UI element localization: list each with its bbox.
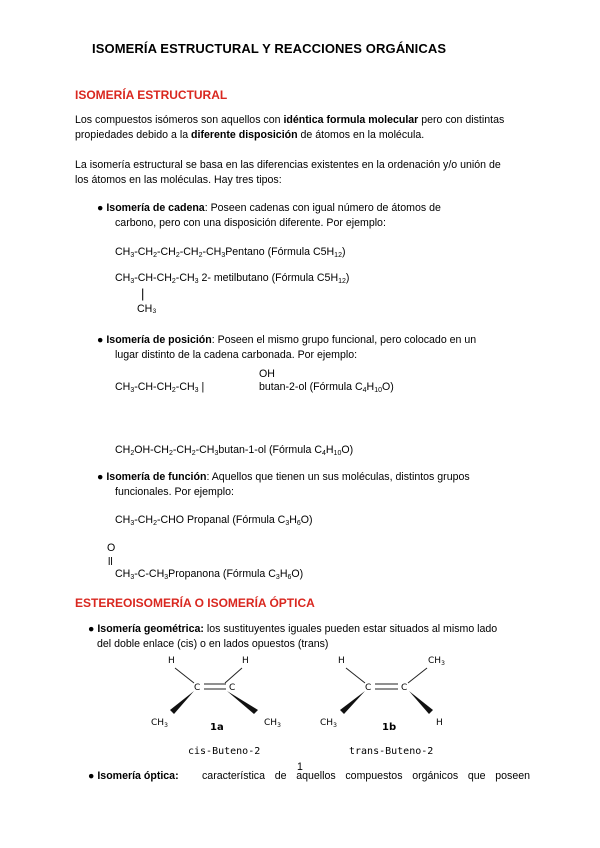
bullet-optica — [88, 769, 179, 784]
trans-butene-structure — [320, 656, 445, 757]
cis-ch3-left: $CH_3$ — [151, 718, 168, 729]
cadena-example-2: $CH_3-CH-CH_2-CH_3$ 2- metilbutano (Fórmula $C5H_{12}$) — [115, 272, 350, 285]
types-paragraph: La isomería estructural se basa en las diferencias existentes en la ordenación y/o unión de los átomos en las moléculas. Hay tres tipos: — [75, 159, 501, 186]
posicion-text-2: lugar distinto de la cadena carbonada. Por ejemplo: — [115, 349, 358, 361]
cadena-text-2: carbono, pero con una disposición diferente. Por ejemplo: — [115, 217, 386, 229]
cis-h-right: H — [242, 656, 249, 666]
trans-ch3-bottom: $CH_3$ — [320, 718, 337, 729]
cis-label: 1a — [210, 722, 224, 733]
optica-text: característica de aquellos compuestos orgánicos que poseen — [202, 770, 530, 782]
bullet-posicion — [97, 333, 476, 348]
posicion-oh: OH — [259, 368, 275, 380]
funcion-carbonyl-o: O — [107, 542, 116, 554]
intro-paragraph — [75, 113, 530, 143]
page-number: 1 — [297, 761, 303, 773]
section-heading-estereoisomeria: ESTEREOISOMERÍA O ISOMERÍA ÓPTICA — [75, 596, 315, 610]
cis-h-left: H — [168, 656, 175, 666]
bullet-cadena — [97, 201, 441, 216]
cadena-text: : Poseen cadenas con igual número de átomos de — [204, 202, 441, 214]
cis-caption: cis-Buteno-2 — [188, 746, 261, 757]
cadena-branch-ch3: CH₃ — [137, 303, 157, 315]
p1-e: de átomos en la molécula. — [297, 129, 425, 141]
trans-ch3-top: $CH_3$ — [428, 656, 445, 667]
bullet-geometrica — [88, 622, 497, 637]
cis-ch3-right: $CH_3$ — [264, 718, 281, 729]
optica-label: Isomería óptica: — [97, 770, 179, 782]
geometrica-text: los sustituyentes iguales pueden estar situados al mismo lado — [203, 623, 498, 635]
cis-butene-structure — [151, 656, 281, 757]
butene-isomers-figure — [130, 648, 470, 758]
trans-h-right: H — [436, 718, 443, 728]
bullet-icon: ● — [88, 770, 95, 782]
section-heading-isomeria-estructural: ISOMERÍA ESTRUCTURAL — [75, 88, 228, 102]
p1-d: diferente disposición — [191, 129, 298, 141]
posicion-text: : Poseen el mismo grupo funcional, pero colocado en un — [211, 334, 477, 346]
funcion-text: : Aquellos que tienen un sus moléculas, distintos grupos — [206, 471, 470, 483]
geometrica-label: Isomería geométrica: — [97, 623, 204, 635]
trans-c2: C — [401, 683, 408, 693]
posicion-example-1-name: butan-2-ol (Fórmula $C_4H_{10}O$) — [259, 381, 394, 394]
posicion-label: Isomería de posición — [106, 334, 212, 346]
p1-b: idéntica formula molecular — [283, 114, 419, 126]
bullet-icon: ● — [97, 471, 104, 483]
bullet-funcion — [97, 470, 470, 485]
trans-caption: trans-Buteno-2 — [349, 746, 434, 757]
posicion-example-1: $CH_3-CH-CH_2-CH_3$ | — [115, 381, 205, 394]
page-title: ISOMERÍA ESTRUCTURAL Y REACCIONES ORGÁNICAS — [92, 41, 447, 56]
bullet-icon: ● — [97, 202, 104, 214]
funcion-example-2: $CH_3-C-CH_3Propanona$ (Fórmula $C_3H_6O$) — [115, 568, 304, 581]
p1-a: Los compuestos isómeros son aquellos con — [75, 114, 284, 126]
cis-c2: C — [229, 683, 236, 693]
p1-c: pero con distintas propiedades debido a la — [75, 114, 505, 141]
cis-c1: C — [194, 683, 201, 693]
cadena-example-1: $CH_3-CH_2-CH_2-CH_2-CH_3Pentano$ (Fórmula $C5H_{12}$) — [115, 246, 346, 259]
trans-h-left: H — [338, 656, 345, 666]
posicion-example-2: $CH_2OH-CH_2-CH_2-CH_3butan-1-ol$ (Fórmula $C_4H_{10}O$) — [115, 444, 354, 457]
bullet-icon: ● — [97, 334, 104, 346]
geometrica-text-2: del doble enlace (cis) o en lados opuestos (trans) — [97, 638, 329, 650]
funcion-double-bond: ll — [108, 556, 113, 568]
trans-label: 1b — [382, 722, 397, 733]
funcion-text-2: funcionales. Por ejemplo: — [115, 486, 234, 498]
bullet-icon: ● — [88, 623, 95, 635]
cadena-branch-bar: | — [141, 286, 145, 301]
cadena-label: Isomería de cadena — [106, 202, 205, 214]
trans-c1: C — [365, 683, 372, 693]
funcion-example-1: $CH_3-CH_2$-CHO Propanal (Fórmula $C_3H_6O$) — [115, 514, 313, 527]
funcion-label: Isomería de función — [106, 471, 207, 483]
